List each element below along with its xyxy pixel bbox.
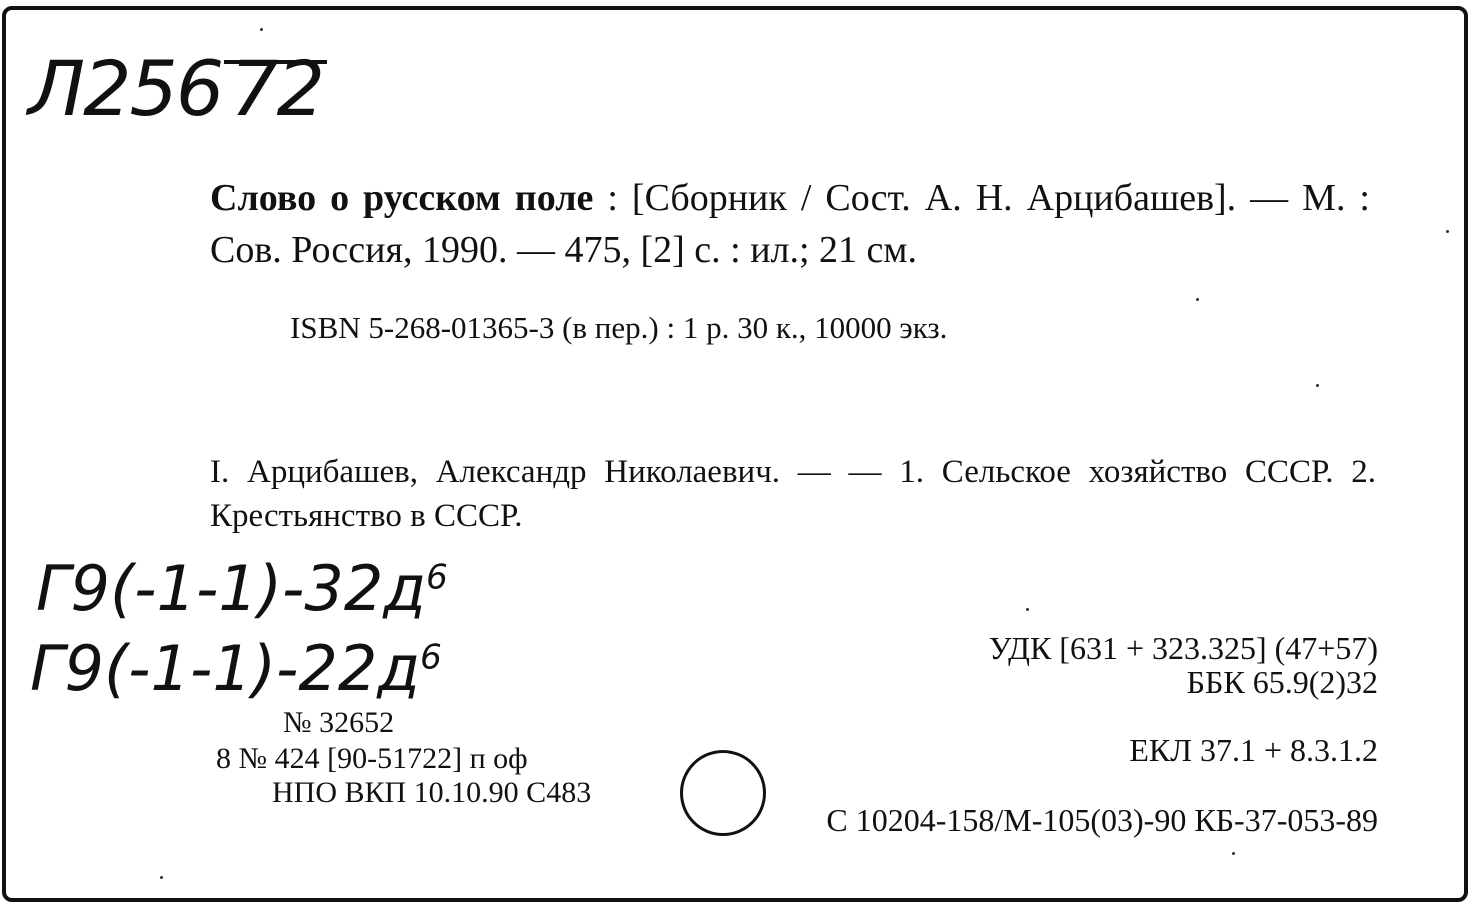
isbn-line: ISBN 5-268-01365-3 (в пер.) : 1 р. 30 к., 10000 экз. (290, 310, 948, 345)
speck (1026, 608, 1029, 611)
classification-mark-2 (30, 632, 442, 705)
print-info: 8 № 424 [90-51722] п оф (216, 742, 528, 775)
bibliographic-description (210, 172, 1370, 276)
book-title: Слово о русском поле (210, 177, 594, 219)
order-number: № 32652 (283, 706, 395, 739)
speck (1196, 298, 1199, 301)
classification-mark-2-text: Г9(-1-1)-22д (30, 632, 421, 705)
classification-mark-1-sup: 6 (426, 557, 448, 598)
udk-code: УДК [631 + 323.325] (47+57) (988, 630, 1378, 666)
ekl-code: ЕКЛ 37.1 + 8.3.1.2 (1129, 732, 1378, 768)
description-text: : [Сборник / Сост. А. Н. Арцибашев]. — М. : Сов. Россия, 1990. — 475, [2] с. : ил.; 21 см. (210, 177, 1370, 271)
speck (1232, 852, 1235, 855)
shelf-mark (28, 44, 323, 133)
tracing-text: I. Арцибашев, Александр Николаевич. — — 1. Сельское хозяйство СССР. 2. Крестьянство в СССР. (210, 454, 1376, 534)
classification-mark-2-sup: 6 (420, 637, 442, 678)
speck (1316, 384, 1319, 387)
classification-mark-1 (36, 552, 448, 625)
punch-hole (680, 750, 766, 836)
speck (160, 876, 163, 879)
speck (260, 28, 263, 31)
card-number: С 10204-158/М-105(03)-90 КБ-37-053-89 (826, 802, 1378, 838)
classification-mark-1-text: Г9(-1-1)-32д (36, 552, 427, 625)
npo-info: НПО ВКП 10.10.90 С483 (272, 776, 592, 809)
shelf-mark-fraction: 72 (230, 44, 323, 133)
bbk-code: ББК 65.9(2)32 (1186, 664, 1378, 700)
speck (1446, 230, 1449, 233)
shelf-mark-code: Л256 (28, 44, 223, 133)
